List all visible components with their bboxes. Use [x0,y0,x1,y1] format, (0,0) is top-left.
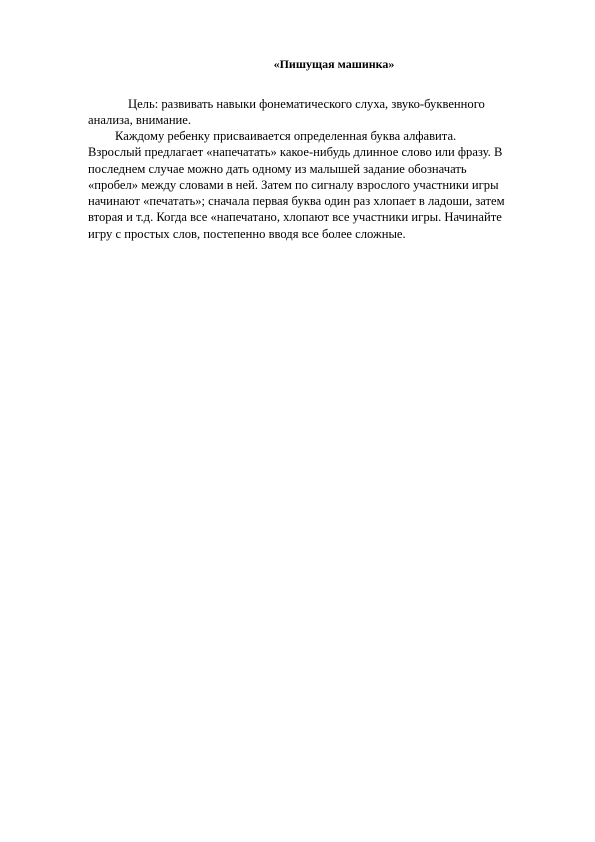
text-line: начинают «печатать»; сначала первая буква один раз хлопает в ладоши, затем [88,194,505,209]
text-line: вторая и т.д. Когда все «напечатано, хлопают все участники игры. Начинайте [88,210,502,225]
text-line: Цель: развивать навыки фонематического слуха, звуко-буквенного [128,97,485,111]
description-paragraph [88,128,558,242]
text-line: анализа, внимание. [88,113,192,128]
goal-paragraph [88,96,558,129]
document-title: «Пишущая машинка» [273,57,395,71]
text-line: последнем случае можно дать одному из малышей задание обозначать [88,161,467,176]
text-line: «пробел» между словами в ней. Затем по сигналу взрослого участники игры [88,177,499,192]
text-line: игру с простых слов, постепенно вводя все более сложные. [88,226,406,241]
text-line: Взрослый предлагает «напечатать» какое-нибудь длинное слово или фразу. В [88,145,503,160]
text-line: Каждому ребенку присваивается определенная буква алфавита. [115,129,457,143]
